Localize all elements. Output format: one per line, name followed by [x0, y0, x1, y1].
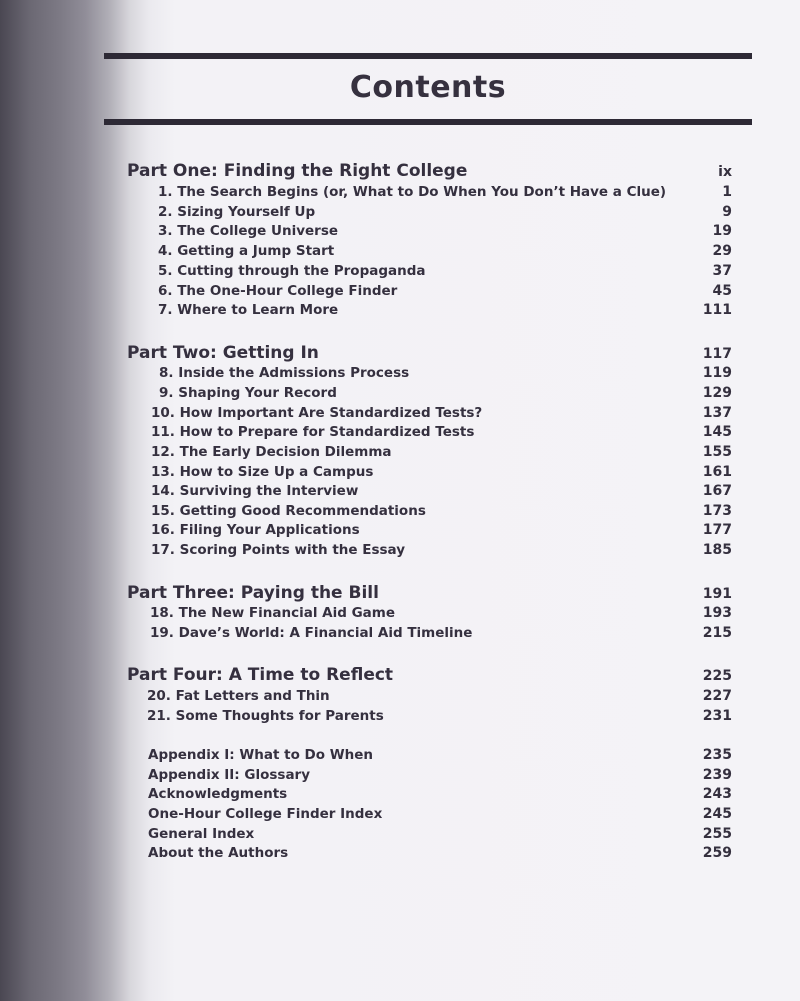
page-number: 167: [702, 483, 732, 499]
toc-entry: [0, 747, 800, 767]
back-matter-title: General Index: [148, 826, 255, 842]
toc-entry: [0, 405, 800, 425]
chapter-title: 20. Fat Letters and Thin: [147, 688, 330, 704]
back-matter-title: Appendix I: What to Do When: [148, 747, 374, 763]
page-number: 137: [702, 405, 732, 421]
back-matter-title: Acknowledgments: [148, 786, 288, 802]
top-rule: [104, 53, 752, 59]
toc-entry: [0, 542, 800, 562]
chapter-title: 15. Getting Good Recommendations: [151, 503, 426, 519]
page-number: 193: [702, 605, 732, 621]
toc-entry: [0, 365, 800, 385]
page-number: 235: [702, 747, 732, 763]
page-number: ix: [718, 164, 732, 180]
page-number: 45: [712, 283, 732, 299]
page-number: 117: [702, 346, 732, 362]
page-number: 161: [702, 464, 732, 480]
toc-entry: [0, 625, 800, 645]
page-number: 191: [702, 586, 732, 602]
chapter-title: 13. How to Size Up a Campus: [151, 464, 374, 480]
toc-entry: [0, 483, 800, 503]
toc-entry: [0, 424, 800, 444]
page-number: 231: [702, 708, 732, 724]
chapter-title: 4. Getting a Jump Start: [158, 243, 335, 259]
chapter-title: 19. Dave’s World: A Financial Aid Timeline: [150, 625, 473, 641]
chapter-title: 10. How Important Are Standardized Tests?: [151, 405, 483, 421]
page-number: 37: [712, 263, 732, 279]
toc-entry: [0, 605, 800, 625]
part-heading: [0, 585, 800, 605]
chapter-title: 18. The New Financial Aid Game: [150, 605, 396, 621]
page-number: 129: [702, 385, 732, 401]
back-matter-title: One-Hour College Finder Index: [148, 806, 383, 822]
chapter-title: 6. The One-Hour College Finder: [158, 283, 398, 299]
page-number: 29: [712, 243, 732, 259]
page-number: 119: [702, 365, 732, 381]
back-matter-title: About the Authors: [148, 845, 289, 861]
page-number: 111: [702, 302, 732, 318]
toc-entry: [0, 223, 800, 243]
chapter-title: 2. Sizing Yourself Up: [158, 204, 316, 220]
toc-entry: [0, 464, 800, 484]
toc-entry: [0, 243, 800, 263]
toc-entry: [0, 826, 800, 846]
page-title: Contents: [349, 70, 507, 105]
page-number: 155: [702, 444, 732, 460]
page-number: 9: [722, 204, 732, 220]
toc-entry: [0, 845, 800, 865]
bottom-rule: [104, 119, 752, 125]
part-title: Part One: Finding the Right College: [127, 161, 468, 181]
page-number: 173: [702, 503, 732, 519]
chapter-title: 7. Where to Learn More: [158, 302, 339, 318]
chapter-title: 21. Some Thoughts for Parents: [147, 708, 384, 724]
page-number: 245: [702, 806, 732, 822]
chapter-title: 8. Inside the Admissions Process: [159, 365, 410, 381]
back-matter-title: Appendix II: Glossary: [148, 767, 311, 783]
chapter-title: 11. How to Prepare for Standardized Tests: [151, 424, 475, 440]
page-number: 145: [702, 424, 732, 440]
chapter-title: 5. Cutting through the Propaganda: [158, 263, 426, 279]
part-heading: [0, 667, 800, 687]
part-title: Part Two: Getting In: [127, 343, 319, 363]
page-number: 177: [702, 522, 732, 538]
chapter-title: 16. Filing Your Applications: [151, 522, 360, 538]
toc-entry: [0, 503, 800, 523]
toc-entry: [0, 522, 800, 542]
page-number: 19: [712, 223, 732, 239]
toc-entry: [0, 263, 800, 283]
toc-entry: [0, 767, 800, 787]
part-title: Part Three: Paying the Bill: [127, 583, 379, 603]
page-number: 243: [702, 786, 732, 802]
part-heading: [0, 345, 800, 365]
page-number: 255: [702, 826, 732, 842]
toc-entry: [0, 385, 800, 405]
toc-entry: [0, 688, 800, 708]
toc-entry: [0, 184, 800, 204]
page-number: 185: [702, 542, 732, 558]
chapter-title: 17. Scoring Points with the Essay: [151, 542, 406, 558]
chapter-title: 9. Shaping Your Record: [159, 385, 337, 401]
part-heading: [0, 163, 800, 183]
toc-entry: [0, 283, 800, 303]
toc-entry: [0, 204, 800, 224]
toc-entry: [0, 302, 800, 322]
toc-entry: [0, 708, 800, 728]
chapter-title: 3. The College Universe: [158, 223, 339, 239]
toc-entry: [0, 444, 800, 464]
toc-entry: [0, 786, 800, 806]
page-number: 1: [722, 184, 732, 200]
toc-entry: [0, 806, 800, 826]
page-number: 259: [702, 845, 732, 861]
page-number: 227: [702, 688, 732, 704]
page-number: 239: [702, 767, 732, 783]
chapter-title: 1. The Search Begins (or, What to Do When You Don’t Have a Clue): [158, 184, 667, 200]
part-title: Part Four: A Time to Reflect: [127, 665, 394, 685]
page-number: 215: [702, 625, 732, 641]
page-number: 225: [702, 668, 732, 684]
chapter-title: 12. The Early Decision Dilemma: [151, 444, 392, 460]
chapter-title: 14. Surviving the Interview: [151, 483, 359, 499]
